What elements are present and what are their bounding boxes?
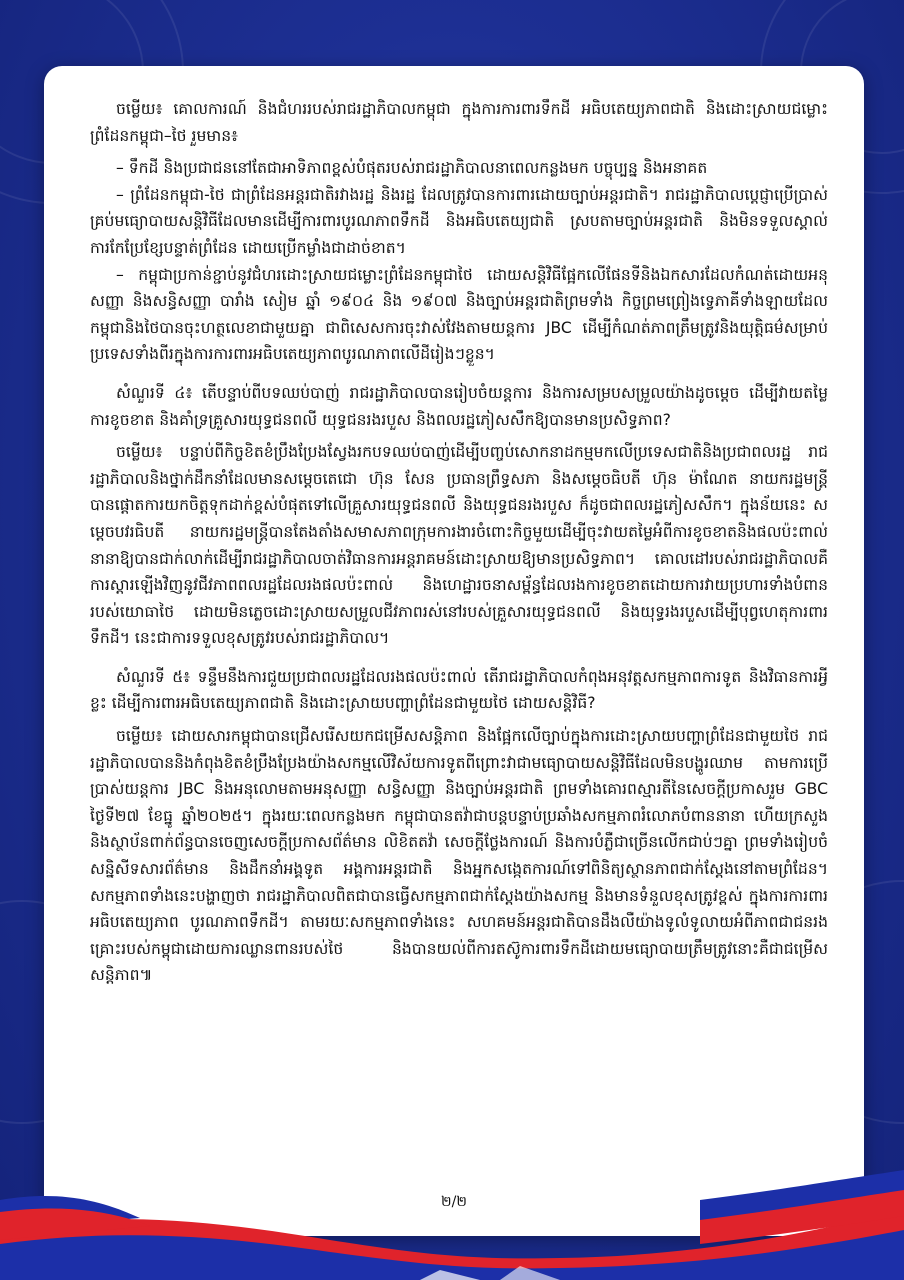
bullet-item-2: – ព្រំដែនកម្ពុជា-ថៃ ជាព្រំដែនអន្តរជាតិរវាងរដ្ឋ និងរដ្ឋ ដែលត្រូវបានការពារដោយច្បាប់អន្តរជាតិ។ រាជរដ្ឋាភិបាលប្តេជ្ញាប្រើប្រាស់គ្រប់មធ្យោបាយសន្តិវិធីដែលមានដើម្បីការពារបូរណភាពទឹកដី និងអធិបតេយ្យជាតិ ស្របតាមច្បាប់អន្តរជាតិ និងមិនទទួលស្គាល់ការកែប្រែខ្សែបន្ទាត់ព្រំដែន ដោយប្រើកម្លាំងជាដាច់ខាត។ — [90, 185, 828, 257]
bullet-item-1: – ទឹកដី និងប្រជាជននៅតែជាអាទិភាពខ្ពស់បំផុតរបស់រាជរដ្ឋាភិបាលនាពេលកន្លងមក បច្ចុប្បន្ន និងអនាគត — [116, 159, 708, 178]
answer-5: ចម្លើយ៖ ដោយសារកម្ពុជាបានជ្រើសរើសយកជម្រើសសន្តិភាព និងផ្អែកលើច្បាប់ក្នុងការដោះស្រាយបញ្ហាព្រំដែនជាមួយថៃ រាជរដ្ឋាភិបាលបាននិងកំពុងខិតខំប្រឹងប្រែងយ៉ាងសកម្មលើវិស័យការទូតពីព្រោះវាជាមធ្យោបាយសន្តិវិធីដែលមិនបង្ហូរឈាម តាមការប្រើប្រាស់យន្តការ JBC និងអនុលោមតាមអនុសញ្ញា សន្ធិសញ្ញា និងច្បាប់អន្តរជាតិ ព្រមទាំងគោរពស្មារតីនៃសេចក្តីប្រកាសរួម GBC ថ្ងៃទី២៧ ខែធ្នូ ឆ្នាំ២០២៥។ ក្នុងរយៈពេលកន្លងមក កម្ពុជាបានតវ៉ាជាបន្តបន្ទាប់ប្រឆាំងសកម្មភាពរំលោភបំពាននានា ហើយក្រសួង និងស្ថាប័នពាក់ព័ន្ធបានចេញសេចក្តីប្រកាសព័ត៌មាន លិខិតតវ៉ា សេចក្តីថ្លែងការណ៍ និងការបំភ្លឺជាច្រើនលើកជាប់ៗគ្នា ព្រមទាំងរៀបចំសន្និសីទសារព័ត៌មាន និងដឹកនាំអង្គទូត អង្គការអន្តរជាតិ និងអ្នកសង្កេតការណ៍ទៅពិនិត្យស្ថានភាពជាក់ស្តែងនៅតាមព្រំដែន។ សកម្មភាពទាំងនេះបង្ហាញថា រាជរដ្ឋាភិបាលពិតជាបានធ្វើសកម្មភាពជាក់ស្តែងយ៉ាងសកម្ម និងមានទំនួលខុសត្រូវខ្ពស់ ក្នុងការការពារអធិបតេយ្យភាព បូរណភាពទឹកដី។ តាមរយៈសកម្មភាពទាំងនេះ សហគមន៍អន្តរជាតិបានដឹងលឺយ៉ាងទូលំទូលាយអំពីភាពជាជនរងគ្រោះរបស់កម្ពុជាដោយការឈ្លានពានរបស់ថៃ និងបានយល់ពីការតស៊ូការពារទឹកដីដោយមធ្យោបាយត្រឹមត្រូវនោះគឺជាជម្រើសសន្តិភាព៕ — [90, 727, 828, 985]
bullet-item-3: – កម្ពុជាប្រកាន់ខ្ជាប់នូវជំហរដោះស្រាយជម្លោះព្រំដែនកម្ពុជាថៃ ដោយសន្តិវិធីផ្អែកលើផែនទីនិងឯកសារដែលកំណត់ដោយអនុសញ្ញា និងសន្ធិសញ្ញា បារាំង សៀម ឆ្នាំ ១៩០៤ និង ១៩០៧ និងច្បាប់អន្តរជាតិព្រមទាំង កិច្ចព្រមព្រៀងទ្វេភាគីទាំងឡាយដែលកម្ពុជានិងថៃបានចុះហត្ថលេខាជាមួយគ្នា ជាពិសេសការចុះវាស់វែងតាមយន្តការ JBC ដើម្បីកំណត់ភាពត្រឹមត្រូវនិងយុត្តិធម៌សម្រាប់ប្រទេសទាំងពីរក្នុងការការពារអធិបតេយ្យភាពបូរណភាពលើដីរៀងៗខ្លួន។ — [90, 265, 828, 364]
question-5: សំណួរទី ៥៖ ទន្ទឹមនឹងការជួយប្រជាពលរដ្ឋដែលរងផលប៉ះពាល់ តើរាជរដ្ឋាភិបាលកំពុងអនុវត្តសកម្មភាពការទូត និងវិធានការអ្វីខ្លះ ដើម្បីការពារអធិបតេយ្យភាពជាតិ និងដោះស្រាយបញ្ហាព្រំដែនជាមួយថៃ ដោយសន្តិវិធី? — [90, 667, 828, 713]
answer-intro: ចម្លើយ៖ គោលការណ៍ និងជំហររបស់រាជរដ្ឋាភិបាលកម្ពុជា ក្នុងការការពារទឹកដី អធិបតេយ្យភាពជាតិ និងដោះស្រាយជម្លោះព្រំដែនកម្ពុជា–ថៃ រួមមាន៖ — [90, 100, 828, 145]
document-page — [44, 66, 864, 1236]
page-number: ២/២ — [441, 1194, 467, 1210]
answer-4: ចម្លើយ៖ បន្ទាប់ពីកិច្ចខិតខំប្រឹងប្រែងស្វែងរកបទឈប់បាញ់ដើម្បីបញ្ចប់សោកនាដកម្មមកលើប្រទេសជាតិនិងប្រជាពលរដ្ឋ រាជរដ្ឋាភិបាលនិងថ្នាក់ដឹកនាំដែលមានសម្តេចតេជោ ហ៊ុន សែន ប្រធានព្រឹទ្ធសភា និងសម្តេចធិបតី ហ៊ុន ម៉ាណែត នាយករដ្ឋមន្ត្រីបានផ្តោតការយកចិត្តទុកដាក់ខ្ពស់បំផុតទៅលើគ្រួសារយុទ្ធជនពលី និងយុទ្ធជនរងរបួស ក៏ដូចជាពលរដ្ឋភៀសសឹក។ ក្នុងន័យនេះ សម្តេចបវរធិបតី នាយករដ្ឋមន្ត្រីបានតែងតាំងសមាសភាពក្រុមការងារចំពោះកិច្ចមួយដើម្បីចុះវាយតម្លៃអំពីការខូចខាតនិងផលប៉ះពាល់នានាឱ្យបានជាក់លាក់ដើម្បីរាជរដ្ឋាភិបាលចាត់វិធានការអន្តរាគមន៍ដោះស្រាយឱ្យមានប្រសិទ្ធភាព។ គោលដៅរបស់រាជរដ្ឋាភិបាលគឺការស្តារឡើងវិញនូវជីវភាពពលរដ្ឋដែលរងផលប៉ះពាល់ និងហេដ្ឋារចនាសម្ព័ន្ធដែលរងការខូចខាតដោយការវាយប្រហារទាំងបំពានរបស់យោធាថៃ ដោយមិនភ្លេចដោះស្រាយសម្រួលជីវភាពរស់នៅរបស់គ្រួសារយុទ្ធជនពលី និងយុទ្ធរងរបួសដើម្បីបុព្វហេតុការពារទឹកដី។ នេះជាការទទួលខុសត្រូវរបស់រាជរដ្ឋាភិបាល។ — [90, 443, 828, 648]
question-4: សំណួរទី ៤៖ តើបន្ទាប់ពីបទឈប់បាញ់ រាជរដ្ឋាភិបាលបានរៀបចំយន្តការ និងការសម្របសម្រួលយ៉ាងដូចម្តេច ដើម្បីវាយតម្លៃការខូចខាត និងគាំទ្រគ្រួសារយុទ្ធជនពលី យុទ្ធជនរងរបួស និងពលរដ្ឋភៀសសឹកឱ្យបានមានប្រសិទ្ធភាព? — [90, 383, 828, 429]
document-body — [90, 96, 828, 989]
